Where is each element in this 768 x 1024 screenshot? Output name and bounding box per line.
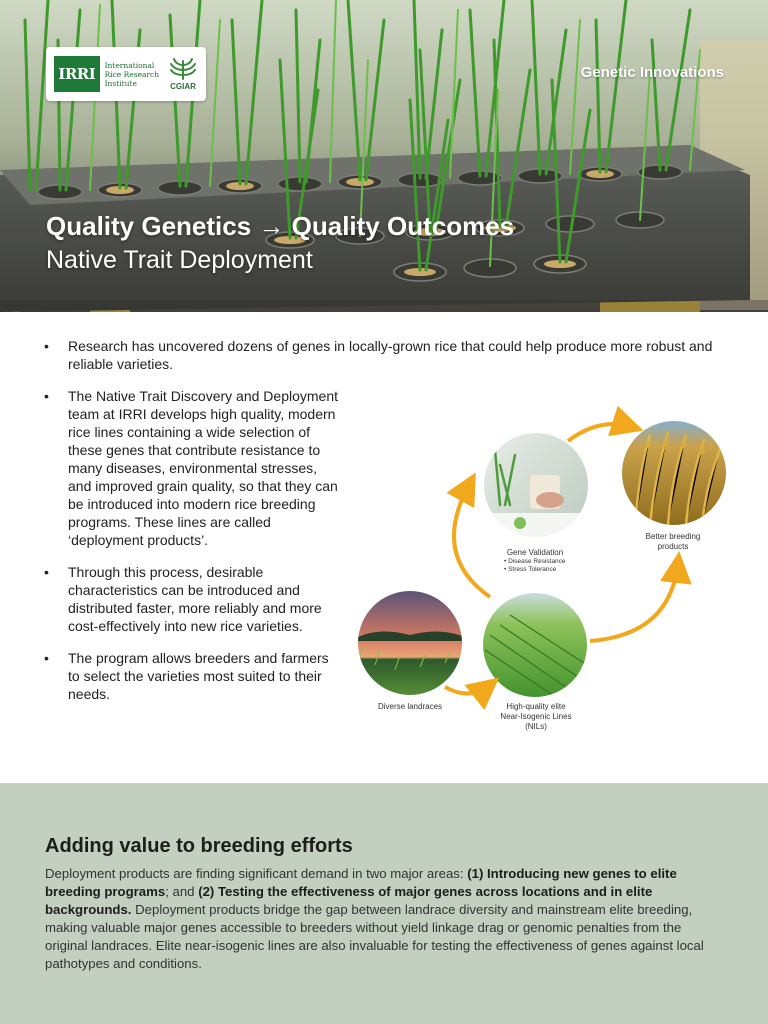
page-title: Quality Genetics → Quality Outcomes [46, 211, 515, 241]
arrow-icon [590, 563, 678, 641]
cycle-graphic [350, 405, 750, 745]
landraces-label: Diverse landraces [377, 702, 443, 711]
section-heading: Adding value to breeding efforts [45, 835, 353, 857]
arrow-icon [568, 424, 632, 441]
cgiar-logo [168, 57, 198, 91]
section-kicker: Genetic Innovations [580, 64, 724, 81]
gene-validation-photo [480, 430, 592, 543]
arrow-icon [445, 685, 490, 694]
hero-banner [0, 0, 768, 312]
page-subtitle: Native Trait Deployment [46, 246, 313, 274]
list-item: • Research has uncovered dozens of genes in locally-grown rice that could help produce more robust and reliable varieties. [44, 337, 724, 373]
landraces-photo [350, 585, 470, 705]
irri-logo-name: International Rice Research Institute [104, 60, 160, 88]
arrow-icon [454, 483, 490, 597]
breeding-products-photo [620, 419, 730, 529]
wheat-icon [168, 57, 198, 81]
list-item: • The program allows breeders and farmers to select the varieties most suited to their needs. [44, 649, 344, 703]
list-item: • Through this process, desirable characteristics can be introduced and distributed faster, more reliably and more cost-effectively into new rice varieties. [44, 563, 344, 635]
irri-logo-mark: IRRI [54, 56, 100, 92]
breeding-cycle-diagram [350, 405, 750, 745]
list-item: • The Native Trait Discovery and Deployment team at IRRI develops high quality, modern rice lines containing a wide selection of these genes that contribute resistance to many diseases, environmental stresses, and improved grain quality, so that they can be introduced into modern rice breeding programs. These lines are called ‘deployment products’. [44, 387, 344, 549]
breeding-products-label: Better breeding products [645, 532, 701, 551]
nils-field-photo [480, 590, 592, 702]
section-body: Deployment products are finding significant demand in two major areas: (1) Introducing new genes to elite breeding programs; and (2) Testing the effectiveness of major genes across locations and in elite backgrounds. Deployment products bridge the gap between landrace diversity and mainstream elite breeding, making valuable major genes accessible to breeders without yield linkage drag or genomic penalties from the original landraces. Elite near-isogenic lines are also invaluable for testing the effectiveness of genes against local pathotypes and conditions. [45, 866, 704, 971]
nils-label: High-quality elite Near-Isogenic Lines (NILs) [500, 702, 572, 731]
gene-validation-label: Gene Validation • Disease Resistance • Stress Tolerance [504, 548, 566, 573]
cgiar-name: CGIAR [170, 82, 196, 91]
irri-cgiar-logo [46, 47, 206, 101]
value-section [0, 783, 768, 1024]
